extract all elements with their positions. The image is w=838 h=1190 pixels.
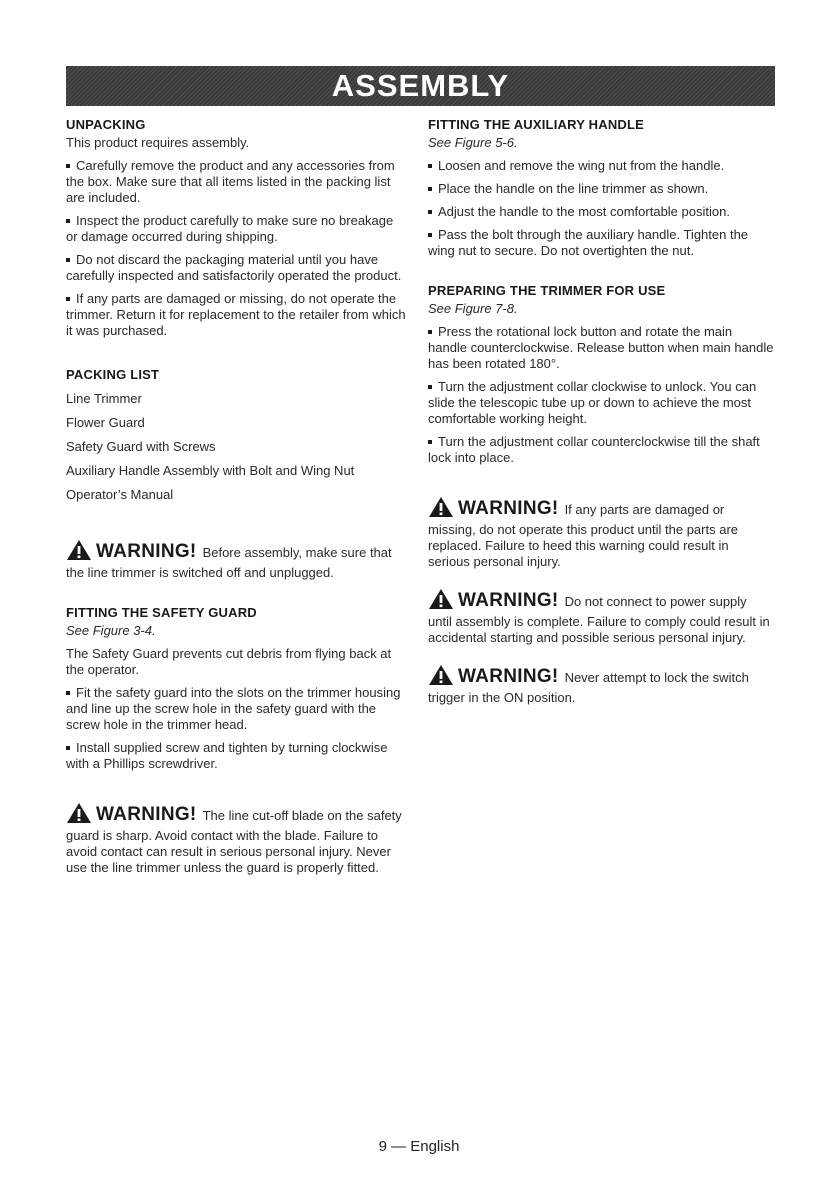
packing-list-section	[66, 367, 406, 503]
preparing-bullet: Press the rotational lock button and rotate the main handle counterclockwise. Release button when main handle has been rotated 180°.	[428, 324, 774, 371]
safety-guard-bullet: Install supplied screw and tighten by turning clockwise with a Phillips screwdriver.	[66, 740, 406, 772]
aux-handle-heading: FITTING THE AUXILIARY HANDLE	[428, 117, 645, 132]
warning-before-assembly	[66, 539, 406, 581]
warning-triangle-icon	[428, 664, 454, 690]
unpacking-bullet: Do not discard the packaging material until you have carefully inspected and satisfactorily operated the product.	[66, 252, 406, 284]
aux-handle-bullet: Place the handle on the line trimmer as shown.	[428, 181, 774, 197]
warning-triangle-icon	[428, 496, 454, 522]
safety-guard-intro: The Safety Guard prevents cut debris from flying back at the operator.	[66, 646, 392, 677]
packing-list-item: Operator’s Manual	[66, 487, 174, 502]
aux-handle-bullet: Pass the bolt through the auxiliary handle. Tighten the wing nut to secure. Do not overtighten the nut.	[428, 227, 774, 259]
warning-triangle-icon	[428, 588, 454, 614]
warning-triangle-icon	[66, 802, 92, 828]
preparing-figure-ref: See Figure 7-8.	[428, 301, 518, 316]
safety-guard-section	[66, 605, 406, 772]
unpacking-bullet: If any parts are damaged or missing, do not operate the trimmer. Return it for replacement to the retailer from which it was purchased.	[66, 291, 406, 338]
safety-guard-figure-ref: See Figure 3-4.	[66, 623, 156, 638]
preparing-bullet: Turn the adjustment collar counterclockwise till the shaft lock into place.	[428, 434, 774, 466]
warning-label: WARNING!	[458, 498, 559, 519]
aux-handle-section	[428, 117, 774, 259]
packing-list-item: Line Trimmer	[66, 391, 142, 406]
unpacking-intro: This product requires assembly.	[66, 135, 250, 150]
aux-handle-figure-ref: See Figure 5-6.	[428, 135, 518, 150]
unpacking-heading: UNPACKING	[66, 117, 146, 132]
aux-handle-bullet: Loosen and remove the wing nut from the handle.	[428, 158, 774, 174]
warning-text: Before assembly, make sure that the line trimmer is switched off and unplugged.	[66, 545, 392, 580]
aux-handle-bullet: Adjust the handle to the most comfortable position.	[428, 204, 774, 220]
safety-guard-heading: FITTING THE SAFETY GUARD	[66, 605, 257, 620]
warning-text: Never attempt to lock the switch trigger in the ON position.	[428, 670, 749, 705]
preparing-bullet: Turn the adjustment collar clockwise to unlock. You can slide the telescopic tube up or down to achieve the most comfortable working height.	[428, 379, 774, 427]
left-column	[66, 117, 406, 876]
warning-blade	[66, 802, 406, 876]
packing-list-heading: PACKING LIST	[66, 367, 160, 382]
warning-text: Do not connect to power supply until assembly is complete. Failure to comply could result in accidental starting and possible serious personal injury.	[428, 594, 770, 645]
warning-label: WARNING!	[96, 541, 197, 562]
safety-guard-bullet: Fit the safety guard into the slots on the trimmer housing and line up the screw hole in the safety guard with the screw hole in the trimmer head.	[66, 685, 406, 733]
packing-list-item: Flower Guard	[66, 415, 145, 430]
unpacking-bullet: Inspect the product carefully to make sure no breakage or damage occurred during shipping.	[66, 213, 406, 245]
warning-label: WARNING!	[458, 590, 559, 611]
warning-text: If any parts are damaged or missing, do not operate this product until the parts are replaced. Failure to heed this warning could result in serious personal injury.	[428, 502, 739, 569]
right-column	[428, 117, 774, 706]
packing-list-item: Auxiliary Handle Assembly with Bolt and Wing Nut	[66, 463, 355, 478]
warning-label: WARNING!	[96, 804, 197, 825]
banner-title: ASSEMBLY	[331, 68, 510, 103]
preparing-section	[428, 283, 774, 466]
warning-parts-damaged	[428, 496, 774, 570]
warning-lock-switch	[428, 664, 774, 706]
unpacking-section	[66, 117, 406, 339]
warning-label: WARNING!	[458, 666, 559, 687]
section-banner	[66, 66, 775, 106]
packing-list-item: Safety Guard with Screws	[66, 439, 216, 454]
unpacking-bullet: Carefully remove the product and any accessories from the box. Make sure that all items listed in the packing list are included.	[66, 158, 406, 206]
warning-triangle-icon	[66, 539, 92, 565]
warning-text: The line cut-off blade on the safety guard is sharp. Avoid contact with the blade. Failure to avoid contact can result in serious personal injury. Never use the line trimmer unless the guard is properly fitted.	[66, 808, 402, 875]
page-number: 9 — English	[378, 1138, 460, 1155]
preparing-heading: PREPARING THE TRIMMER FOR USE	[428, 283, 666, 298]
warning-power-supply	[428, 588, 774, 646]
